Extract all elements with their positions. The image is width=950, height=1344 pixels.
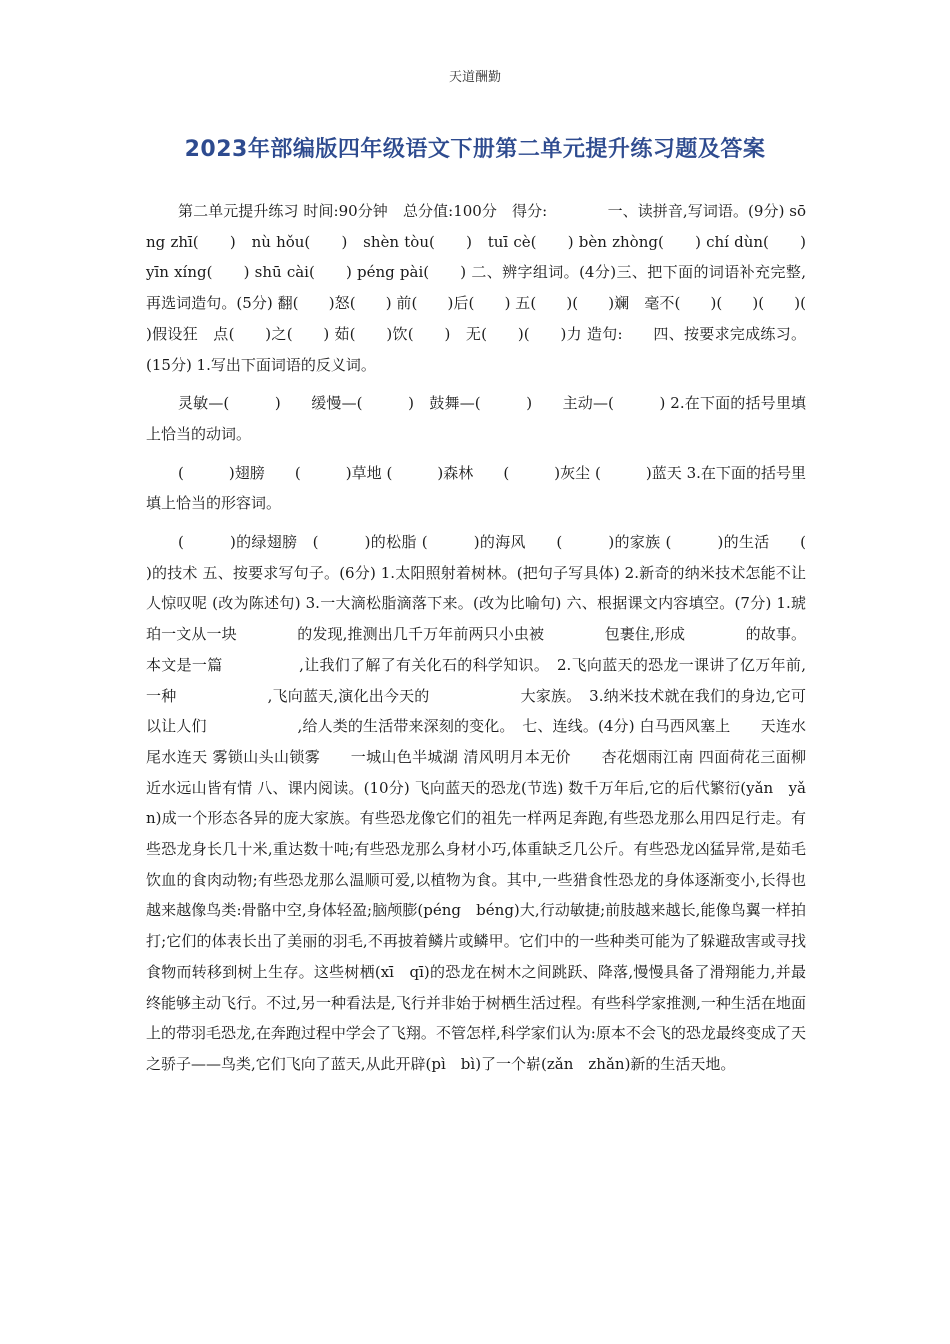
paragraph-4: ( )的绿翅膀 ( )的松脂 ( )的海风 ( )的家族 ( )的生活 ( )的技术 五、按要求写句子。(6分) 1.太阳照射着树林。(把句子写具体) 2.新奇的纳米技术怎能不让人惊叹呢 (改为陈述句) 3.一大滴松脂滴落下来。(改为比喻句) 六、根据课文内容填空。(7分) 1.琥珀一文从一块 的发现,推测出几千万年前两只小虫被 包裹住,形成 的故事。本文是一篇 ,让我们了解了有关化石的科学知识。 2.飞向蓝天的恐龙一课讲了亿万年前,一种 ,飞向蓝天,演化出今天的 大家族。 3.纳米技术就在我们的身边,它可以让人们 ,给人类的生活带来深刻的变化。 七、连线。(4分) 白马西风塞上 天连水尾水连天 雾锁山头山锁雾 一城山色半城湖 清风明月本无价 杏花烟雨江南 四面荷花三面柳 近水远山皆有情 八、课内阅读。(10分) 飞向蓝天的恐龙(节选) 数千万年后,它的后代繁衍(yǎn yǎn)成一个形态各异的庞大家族。有些恐龙像它们的祖先一样两足奔跑,有些恐龙那么用四足行走。有些恐龙身长几十米,重达数十吨;有些恐龙那么身材小巧,体重缺乏几公斤。有些恐龙凶猛异常,是茹毛饮血的食肉动物;有些恐龙那么温顺可爱,以植物为食。其中,一些猎食性恐龙的身体逐渐变小,长得也越来越像鸟类:骨骼中空,身体轻盈;脑颅膨(péng béng)大,行动敏捷;前肢越来越长,能像鸟翼一样拍打;它们的体表长出了美丽的羽毛,不再披着鳞片或鳞甲。它们中的一些种类可能为了躲避敌害或寻找食物而转移到树上生存。这些树栖(xī qī)的恐龙在树木之间跳跃、降落,慢慢具备了滑翔能力,并最终能够主动飞行。不过,另一种看法是,飞行并非始于树栖生活过程。有些科学家推测,一种生活在地面上的带羽毛恐龙,在奔跑过程中学会了飞翔。不管怎样,科学家们认为:原本不会飞的恐龙最终变成了天之骄子——鸟类,它们飞向了蓝天,从此开辟(pì bì)了一个崭(zǎn zhǎn)新的生活天地。 (146, 533, 852, 1073)
paragraph-2: 灵敏—( ) 缓慢—( ) 鼓舞—( ) 主动—( ) 2.在下面的括号里填上恰当的动词。 (146, 394, 806, 443)
paragraph-1: 第二单元提升练习 时间:90分钟 总分值:100分 得分: 一、读拼音,写词语。(9分) sōng zhī( ) nù hǒu( ) shèn tòu( ) tuī cè( ) bèn zhòng( ) chí dùn( ) yīn xíng( ) shū cài( ) péng pài( ) 二、辨字组词。(4分)三、把下面的词语补充完整,再选词造句。(5分) 翻( )怒( ) 前( )后( ) 五( )( )斓 毫不( )( )( )( )假设狂 点( )之( ) 茹( )饮( ) 无( )( )力 造句: 四、按要求完成练习。(15分) 1.写出下面词语的反义词。 (146, 202, 837, 374)
header-note: 天道酬勤 (448, 70, 501, 85)
paragraph-3: ( )翅膀 ( )草地 ( )森林 ( )灰尘 ( )蓝天 3.在下面的括号里填上恰当的形容词。 (146, 463, 806, 513)
page-title: 2023年部编版四年级语文下册第二单元提升练习题及答案 (184, 137, 766, 162)
document-body (146, 196, 852, 1080)
